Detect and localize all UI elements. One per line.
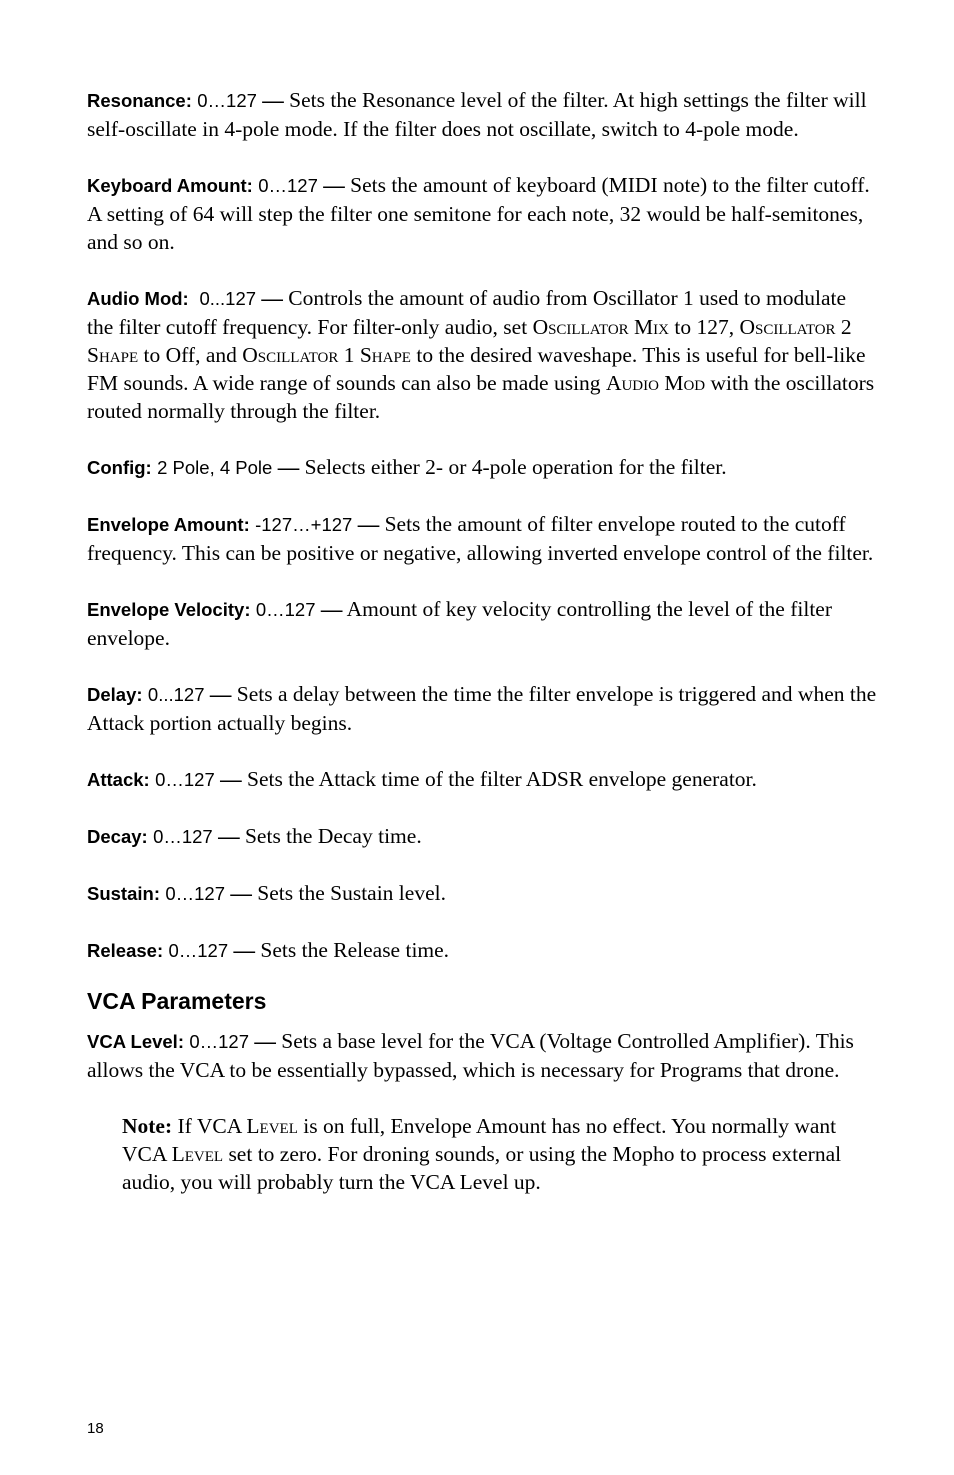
param-range: 0…127 <box>197 90 257 111</box>
param-term: VCA Level: <box>87 1031 184 1052</box>
note-block <box>122 1112 842 1196</box>
em-dash: — <box>218 824 240 848</box>
param-term: Audio Mod: <box>87 288 189 309</box>
param-desc: Selects either 2- or 4-pole operation for the filter. <box>304 455 727 479</box>
param-range: 2 Pole, 4 Pole <box>157 457 273 478</box>
param-range: -127…+127 <box>255 514 353 535</box>
param-desc: with the oscillators routed normally through the filter. <box>87 371 875 423</box>
param-ref: Oscillator 2 Shape <box>87 315 852 367</box>
param-desc: Sets the Attack time of the filter ADSR envelope generator. <box>247 767 757 791</box>
param-desc: Sets the amount of keyboard (MIDI note) to the filter cutoff. A setting of 64 will step the filter one semitone for each note, 32 would be half-semitones, and so on. <box>87 173 870 254</box>
param-desc: Sets a delay between the time the filter envelope is triggered and when the Attack portion actually begins. <box>87 682 877 735</box>
note-ref: Level <box>246 1114 298 1138</box>
section-heading-vca: VCA Parameters <box>87 988 267 1014</box>
em-dash: — <box>230 881 252 905</box>
param-config <box>87 453 877 482</box>
param-resonance <box>87 86 877 143</box>
param-desc: Sets the Release time. <box>260 938 450 962</box>
em-dash: — <box>320 597 343 621</box>
note-text: If VCA <box>172 1114 247 1138</box>
em-dash: — <box>261 286 283 310</box>
em-dash: — <box>220 767 242 791</box>
param-decay <box>87 822 877 851</box>
note-label: Note: <box>122 1114 173 1138</box>
param-audio-mod <box>87 284 877 425</box>
param-ref: Oscillator 1 Shape <box>242 343 411 367</box>
param-term: Config: <box>87 457 152 478</box>
param-range: 0…127 <box>153 826 213 847</box>
em-dash: — <box>233 938 256 962</box>
param-sustain <box>87 879 877 908</box>
param-term: Decay: <box>87 826 148 847</box>
em-dash: — <box>277 455 300 479</box>
param-range: 0…127 <box>168 940 229 961</box>
em-dash: — <box>323 173 345 197</box>
note-text: set to zero. For droning sounds, or using the Mopho to process external audio, you will probably turn the VCA Level up. <box>122 1142 842 1194</box>
param-desc: Sets the Sustain level. <box>257 881 446 905</box>
param-range: 0…127 <box>258 175 318 196</box>
param-range: 0...127 <box>147 684 205 705</box>
em-dash: — <box>357 512 380 536</box>
param-desc: to the desired waveshape. This is useful for bell-like FM sounds. A wide range of sounds can also be made using <box>87 343 866 395</box>
param-term: Delay: <box>87 684 143 705</box>
param-envelope-velocity <box>87 595 877 652</box>
em-dash: — <box>209 682 232 706</box>
param-ref: Oscillator Mix <box>532 315 669 339</box>
param-desc: Sets the amount of filter envelope routed to the cutoff frequency. This can be positive or negative, allowing inverted envelope control of the filter. <box>87 512 874 565</box>
param-range: 0…127 <box>165 883 226 904</box>
param-range: 0…127 <box>255 599 316 620</box>
em-dash: — <box>262 88 284 112</box>
param-keyboard-amount <box>87 171 877 256</box>
param-envelope-amount <box>87 510 877 567</box>
param-desc: to 127, <box>668 315 740 339</box>
param-term: Envelope Amount: <box>87 514 250 535</box>
em-dash: — <box>254 1029 276 1053</box>
param-term: Release: <box>87 940 164 961</box>
param-desc: Amount of key velocity controlling the level of the filter envelope. <box>87 597 833 650</box>
param-term: Keyboard Amount: <box>87 175 253 196</box>
note-text: is on full, Envelope Amount has no effect. You normally want VCA <box>122 1114 837 1166</box>
param-ref: Audio Mod <box>605 371 706 395</box>
param-desc: Sets a base level for the VCA (Voltage Controlled Amplifier). This allows the VCA to be essentially bypassed, which is necessary for Programs that drone. <box>87 1029 854 1082</box>
param-range: 0…127 <box>155 769 215 790</box>
param-range: 0...127 <box>199 288 257 309</box>
param-attack <box>87 765 877 794</box>
param-desc: Sets the Resonance level of the filter. At high settings the filter will self-oscillate in 4-pole mode. If the filter does not oscillate, switch to 4-pole mode. <box>87 88 867 141</box>
param-term: Resonance: <box>87 90 192 111</box>
param-desc: Controls the amount of audio from Oscillator 1 used to modulate the filter cutoff frequency. For filter-only audio, set <box>87 286 847 339</box>
param-release <box>87 936 877 965</box>
note-ref: Level <box>171 1142 224 1166</box>
param-term: Sustain: <box>87 883 160 904</box>
param-term: Envelope Velocity: <box>87 599 251 620</box>
document-page <box>87 86 877 1196</box>
param-desc: to Off, and <box>138 343 243 367</box>
param-range: 0…127 <box>189 1031 250 1052</box>
param-term: Attack: <box>87 769 150 790</box>
param-vca-level <box>87 1027 877 1084</box>
param-desc: Sets the Decay time. <box>244 824 422 848</box>
param-delay <box>87 680 877 737</box>
page-number: 18 <box>87 1420 104 1437</box>
